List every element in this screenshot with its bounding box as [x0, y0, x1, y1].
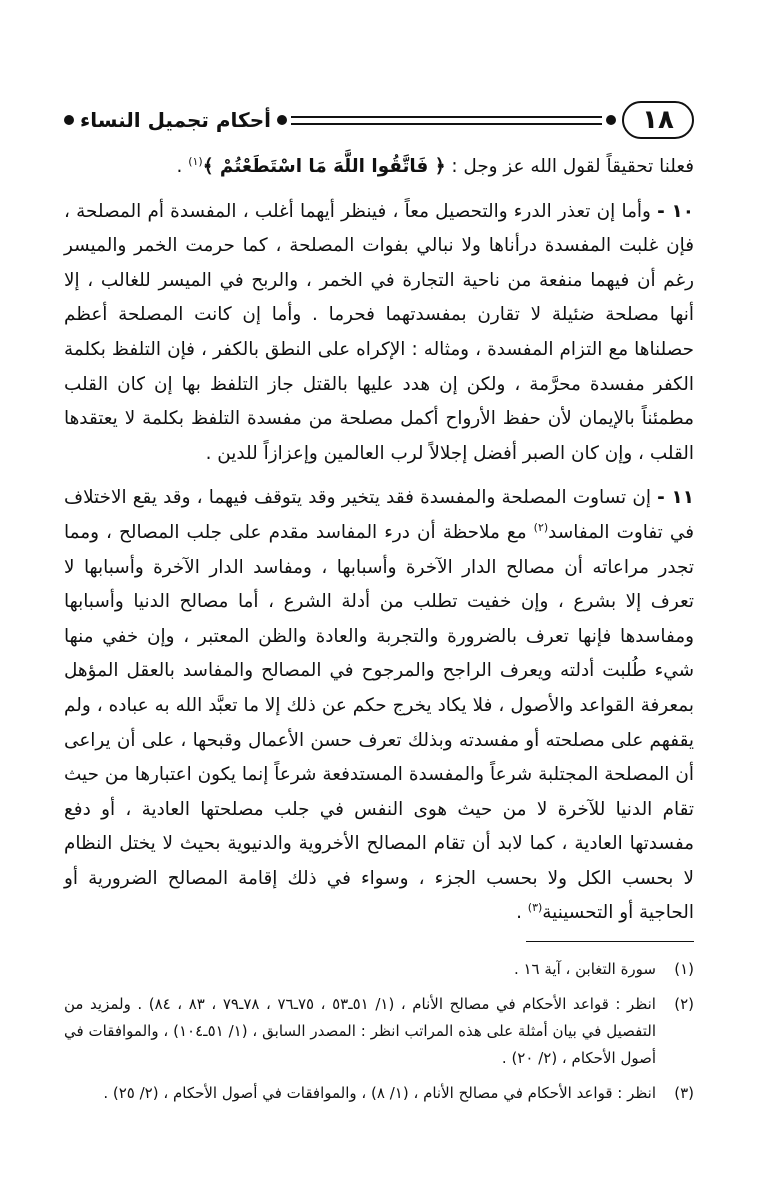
main-text — [64, 150, 694, 931]
footnote-marker: (٣) — [527, 901, 543, 915]
footnote-item — [64, 991, 694, 1072]
footnote-separator — [526, 941, 694, 942]
header-dot-ornament — [277, 115, 287, 125]
header-dot-ornament — [606, 115, 616, 125]
footnote-text: انظر : قواعد الأحكام في مصالح الأنام ، (١/ ٥١ـ٥٣ ، ٧٥ـ٧٦ ، ٧٨ـ٧٩ ، ٨٣ ، ٨٤) . ولمزيد من التفصيل في بيان أمثلة على هذه المراتب انظر : المصدر السابق ، (١/ ٥١ـ١٠٤) ، والموافقات في أصول الأحكام ، (٢/ ٢٠) . — [64, 995, 656, 1068]
header-double-rule — [291, 116, 602, 125]
footnote-marker: (١) — [188, 154, 203, 168]
paragraph-text: وأما إن تعذر الدرء والتحصيل معاً ، فينظر أيهما أغلب ، المفسدة أم المصلحة ، فإن غلبت المفسدة درأناها ولا نبالي بفوات المصلحة ، كما حرمت الخمر والميسر رغم أن فيهما منفعة من ناحية التجارة في الخمر ، والربح في الميسر للغالب ، إلا أنها مصلحة ضئيلة لا تقارن بمفسدتهما فحرما . وأما إن كانت المصلحة أعظم حصلناها مع التزام المفسدة ، ومثاله : الإكراه على النطق بالكفر ، فإن التلفظ بكلمة الكفر مفسدة محرَّمة ، ولكن إن هدد عليها بالقتل جاز التلفظ بها إن كان القلب مطمئناً بالإيمان لأن حفظ الأرواح أكمل مصلحة من مفسدة التلفظ بكلمة لا يعتقدها القلب ، وإن كان الصبر أفضل إجلالاً لرب العالمين وإعزازاً للدين . — [64, 200, 694, 464]
quran-verse: ﴿ فَاتَّقُوا اللَّهَ مَا اسْتَطَعْتُمْ ﴾ — [202, 156, 446, 177]
intro-paragraph — [64, 150, 694, 185]
paragraph-11 — [64, 481, 694, 931]
footnotes — [64, 956, 694, 1107]
running-title: أحكام تجميل النساء — [80, 108, 271, 132]
footnote-text: سورة التغابن ، آية ١٦ . — [513, 960, 656, 979]
page-header — [64, 96, 694, 144]
page-number-label: ١٨ — [642, 105, 674, 135]
book-page — [64, 96, 694, 1115]
footnote-item — [64, 1080, 694, 1107]
footnote-marker: (٢) — [533, 520, 549, 534]
paragraph-end: . — [516, 902, 528, 924]
header-dot-ornament — [64, 115, 74, 125]
page-number — [622, 101, 694, 139]
paragraph-text: إن تساوت المصلحة والمفسدة فقد يتخير وقد يتوقف فيهما ، وقد يقع الاختلاف في تفاوت المفاسد — [64, 487, 694, 543]
footnote-text: انظر : قواعد الأحكام في مصالح الأنام ، (١/ ٨) ، والموافقات في أصول الأحكام ، (٢/ ٢٥) . — [103, 1084, 656, 1103]
footnote-number: (١) — [674, 960, 694, 979]
paragraph-text-continued: مع ملاحظة أن درء المفاسد مقدم على جلب المصالح ، ومما تجدر مراعاته أن مصالح الدار الآخرة وأسبابها ، ومفاسد الدار الآخرة وأسبابها لا تعرف إلا بشرع ، وإن خفيت تطلب من أدلة الشرع ، أما مصالح الدنيا وأسبابها ومفاسدها فإنها تعرف بالضرورة والتجربة والعادة والظن المعتبر ، وإن خفي منها شيء طُلبت أدلته ويعرف الراجح والمرجوح في المصالح والمفاسد بالعقل المؤهل بمعرفة القواعد والأصول ، فلا يكاد يخرج حكم عن ذلك إلا ما تعبَّد الله به عباده ، ولم يقفهم على مصلحته أو مفسدته وبذلك تعرف حسن الأعمال وقبحها ، على أن يراعى أن المصلحة المجتلبة شرعاً والمفسدة المستدفعة شرعاً إنما يكون اعتبارها من حيث تقام الدنيا للآخرة لا من حيث هوى النفس في جلب مصلحتها العادية ، أو دفع مفسدتها العادية ، كما لابد أن تقام المصالح الأخروية والدنيوية بحيث لا يختل النظام لا بحسب الكل ولا بحسب الجزء ، وسواء في ذلك إقامة المصالح الضرورية أو الحاجية أو التحسينية — [64, 521, 694, 924]
footnote-number: (٣) — [674, 1084, 694, 1103]
footnote-number: (٢) — [674, 995, 694, 1014]
footnote-item — [64, 956, 694, 983]
paragraph-number: ١١ - — [657, 487, 694, 509]
paragraph-number: ١٠ - — [657, 200, 694, 222]
intro-end: . — [176, 156, 189, 177]
intro-text: فعلنا تحقيقاً لقول الله عز وجل : — [445, 156, 694, 177]
paragraph-10 — [64, 195, 694, 472]
